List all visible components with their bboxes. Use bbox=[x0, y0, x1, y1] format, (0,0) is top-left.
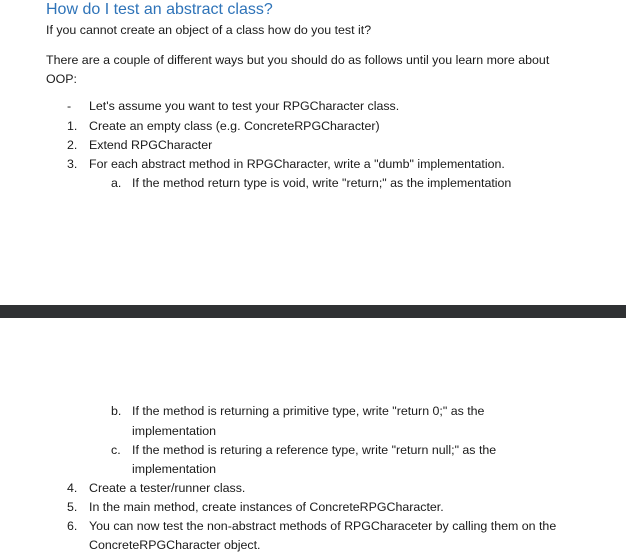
list-item-c-line-2: implementation bbox=[132, 462, 217, 476]
list-marker-6: 6. bbox=[67, 519, 78, 533]
document-page-bottom bbox=[0, 318, 626, 555]
list-marker-4: 4. bbox=[67, 481, 78, 495]
list-item-b-line-1: If the method is returning a primitive type, write "return 0;" as the bbox=[132, 404, 485, 418]
list-item-c-line-1: If the method is returing a reference type, write "return null;" as the bbox=[132, 443, 497, 457]
list-item-2: Extend RPGCharacter bbox=[89, 138, 213, 152]
list-marker-1: 1. bbox=[67, 119, 78, 133]
list-item-6-line-2: ConcreteRPGCharacter object. bbox=[89, 538, 261, 552]
list-item-b-line-2: implementation bbox=[132, 424, 217, 438]
list-marker-a: a. bbox=[111, 176, 122, 190]
list-item-3: For each abstract method in RPGCharacter, write a "dumb" implementation. bbox=[89, 157, 505, 171]
paragraph-line-1: There are a couple of different ways but you should do as follows until you learn more about bbox=[46, 53, 550, 67]
page-break-separator bbox=[0, 305, 626, 318]
paragraph-line-2: OOP: bbox=[46, 72, 77, 86]
list-item-assume: Let's assume you want to test your RPGCharacter class. bbox=[89, 99, 400, 113]
list-marker-b: b. bbox=[111, 404, 122, 418]
page-title: How do I test an abstract class? bbox=[46, 1, 273, 18]
list-item-a: If the method return type is void, write "return;" as the implementation bbox=[132, 176, 512, 190]
intro-text: If you cannot create an object of a class how do you test it? bbox=[46, 23, 372, 37]
list-marker-dash: - bbox=[67, 99, 72, 113]
list-marker-2: 2. bbox=[67, 138, 78, 152]
list-item-6-line-1: You can now test the non-abstract methods of RPGCharaceter by calling them on the bbox=[89, 519, 557, 533]
list-item-5: In the main method, create instances of ConcreteRPGCharacter. bbox=[89, 500, 444, 514]
list-marker-5: 5. bbox=[67, 500, 78, 514]
list-marker-3: 3. bbox=[67, 157, 78, 171]
list-item-4: Create a tester/runner class. bbox=[89, 481, 246, 495]
list-marker-c: c. bbox=[111, 443, 121, 457]
list-item-1: Create an empty class (e.g. ConcreteRPGCharacter) bbox=[89, 119, 380, 133]
